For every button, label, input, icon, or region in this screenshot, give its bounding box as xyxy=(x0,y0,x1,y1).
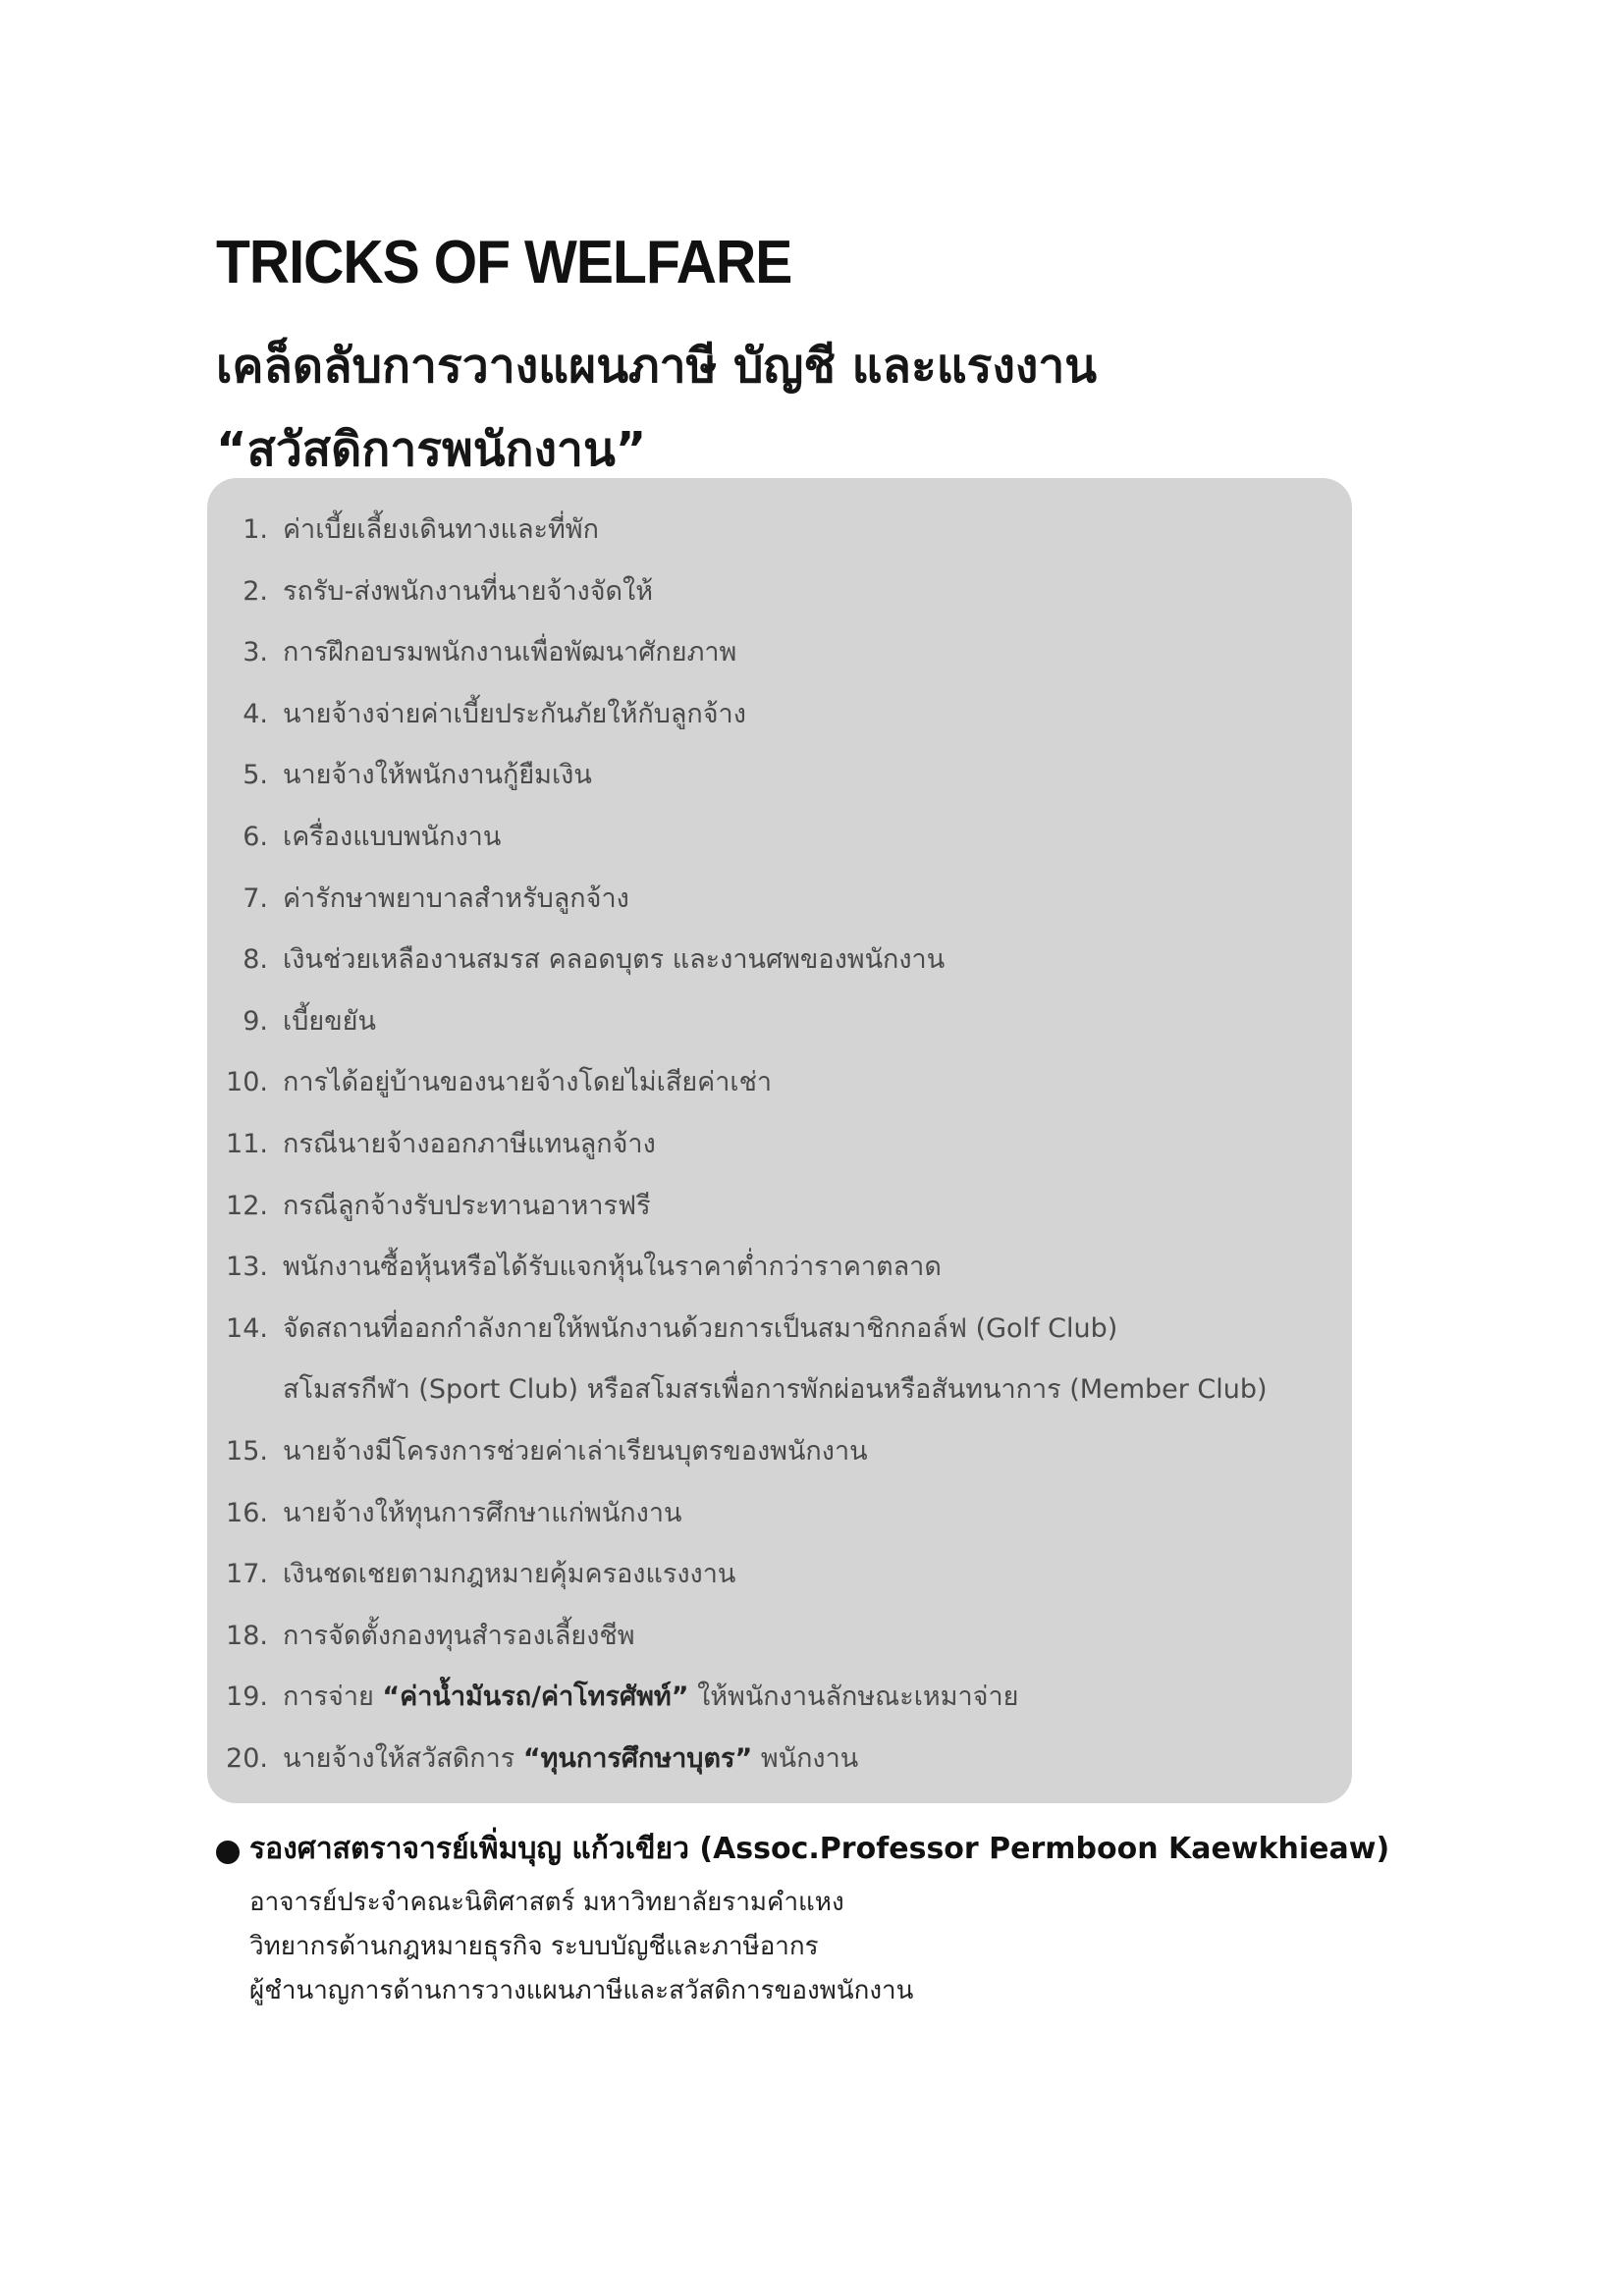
author-description-line-3: ผู้ชำนาญการด้านการวางแผนภาษีและสวัสดิการของพนักงาน xyxy=(249,1976,914,2005)
list-item-text-bold: “ทุนการศึกษาบุตร” xyxy=(522,1742,753,1774)
list-item-number: 17. xyxy=(226,1559,268,1590)
list-item-number: 5. xyxy=(243,760,268,791)
list-item-text: การจัดตั้งกองทุนสำรองเลี้ยงชีพ xyxy=(283,1620,635,1651)
list-item-text xyxy=(283,1667,1018,1729)
list-item-number: 13. xyxy=(226,1252,268,1283)
list-item-text: เครื่องแบบพนักงาน xyxy=(283,821,502,852)
list-item xyxy=(207,684,1352,746)
list-item xyxy=(207,1237,1352,1299)
list-item xyxy=(207,561,1352,623)
list-item-text: ค่ารักษาพยาบาลสำหรับลูกจ้าง xyxy=(283,882,629,914)
list-item-text-bold: “ค่าน้ำมันรถ/ค่าโทรศัพท์” xyxy=(382,1682,689,1713)
list-item-number: 2. xyxy=(243,575,268,607)
list-item-text-post: พนักงาน xyxy=(760,1742,859,1774)
list-item xyxy=(207,1606,1352,1668)
list-item-number: 3. xyxy=(243,637,268,668)
list-item xyxy=(207,500,1352,561)
page-subtitle-line-1: เคล็ดลับการวางแผนภาษี บัญชี และแรงงาน xyxy=(216,339,1098,394)
page-title: TRICKS OF WELFARE xyxy=(216,229,792,296)
list-item xyxy=(207,1483,1352,1545)
list-item-text: เงินช่วยเหลืองานสมรส คลอดบุตร และงานศพของพนักงาน xyxy=(283,944,946,976)
list-item-text: นายจ้างมีโครงการช่วยค่าเล่าเรียนบุตรของพนักงาน xyxy=(283,1435,868,1467)
list-item-number: 7. xyxy=(243,882,268,914)
list-item-text: สโมสรกีฬา (Sport Club) หรือสโมสรเพื่อการพักผ่อนหรือสันทนาการ (Member Club) xyxy=(283,1374,1268,1406)
list-item-text: นายจ้างจ่ายค่าเบี้ยประกันภัยให้กับลูกจ้าง xyxy=(283,698,746,729)
list-item xyxy=(207,745,1352,807)
list-item-text: การฝึกอบรมพนักงานเพื่อพัฒนาศักยภาพ xyxy=(283,637,737,668)
list-item-number: 11. xyxy=(226,1128,268,1159)
list-item xyxy=(207,869,1352,931)
list-item xyxy=(207,1667,1352,1729)
list-item xyxy=(207,1729,1352,1790)
list-item-text: กรณีนายจ้างออกภาษีแทนลูกจ้าง xyxy=(283,1128,656,1159)
list-item-text: กรณีลูกจ้างรับประทานอาหารฟรี xyxy=(283,1190,651,1221)
list-item xyxy=(207,1052,1352,1114)
list-item-text-pre: การจ่าย xyxy=(283,1682,374,1713)
list-item-number: 12. xyxy=(226,1190,268,1221)
list-item xyxy=(207,1114,1352,1176)
list-item-number: 1. xyxy=(243,514,268,545)
list-item xyxy=(207,622,1352,684)
list-item-number: 19. xyxy=(226,1682,268,1713)
list-item-text: เงินชดเชยตามกฎหมายคุ้มครองแรงงาน xyxy=(283,1559,736,1590)
list-item-text-post: ให้พนักงานลักษณะเหมาจ่าย xyxy=(697,1682,1019,1713)
list-item-number: 6. xyxy=(243,821,268,852)
list-item-number: 8. xyxy=(243,944,268,976)
list-item-text xyxy=(283,1729,858,1790)
list-item-number: 16. xyxy=(226,1497,268,1528)
bullet-icon xyxy=(216,1841,240,1864)
list-item-continuation xyxy=(207,1360,1352,1421)
list-item-text-pre: นายจ้างให้สวัสดิการ xyxy=(283,1742,515,1774)
list-item-text: นายจ้างให้ทุนการศึกษาแก่พนักงาน xyxy=(283,1497,682,1528)
page-subtitle-line-2: “สวัสดิการพนักงาน” xyxy=(216,422,647,477)
list-item-number: 9. xyxy=(243,1005,268,1037)
list-item xyxy=(207,991,1352,1053)
list-item-number: 10. xyxy=(226,1067,268,1098)
list-item-number: 18. xyxy=(226,1620,268,1651)
list-item-text: จัดสถานที่ออกกำลังกายให้พนักงานด้วยการเป็นสมาชิกกอล์ฟ (Golf Club) xyxy=(283,1312,1118,1344)
list-item-number: 20. xyxy=(226,1742,268,1774)
author-description-line-2: วิทยากรด้านกฎหมายธุรกิจ ระบบบัญชีและภาษีอากร xyxy=(249,1932,819,1961)
list-item xyxy=(207,1299,1352,1361)
author-name: รองศาสตราจารย์เพิ่มบุญ แก้วเขียว (Assoc.Professor Permboon Kaewkhieaw) xyxy=(249,1832,1390,1866)
list-item-text: รถรับ-ส่งพนักงานที่นายจ้างจัดให้ xyxy=(283,575,654,607)
list-item-number: 14. xyxy=(226,1312,268,1344)
list-item xyxy=(207,807,1352,869)
list-item xyxy=(207,930,1352,991)
welfare-list-panel xyxy=(207,478,1352,1803)
list-item xyxy=(207,1544,1352,1606)
list-item xyxy=(207,1176,1352,1238)
list-item-text: ค่าเบี้ยเลี้ยงเดินทางและที่พัก xyxy=(283,514,599,545)
list-item-text: การได้อยู่บ้านของนายจ้างโดยไม่เสียค่าเช่า xyxy=(283,1067,773,1098)
author-description-line-1: อาจารย์ประจำคณะนิติศาสตร์ มหาวิทยาลัยรามคำแหง xyxy=(249,1888,844,1917)
welfare-list xyxy=(207,500,1352,1789)
list-item-number: 15. xyxy=(226,1435,268,1467)
list-item-text: เบี้ยขยัน xyxy=(283,1005,376,1037)
list-item-text: พนักงานซื้อหุ้นหรือได้รับแจกหุ้นในราคาต่ำกว่าราคาตลาด xyxy=(283,1252,942,1283)
list-item-text: นายจ้างให้พนักงานกู้ยืมเงิน xyxy=(283,760,592,791)
list-item xyxy=(207,1421,1352,1483)
list-item-number: 4. xyxy=(243,698,268,729)
